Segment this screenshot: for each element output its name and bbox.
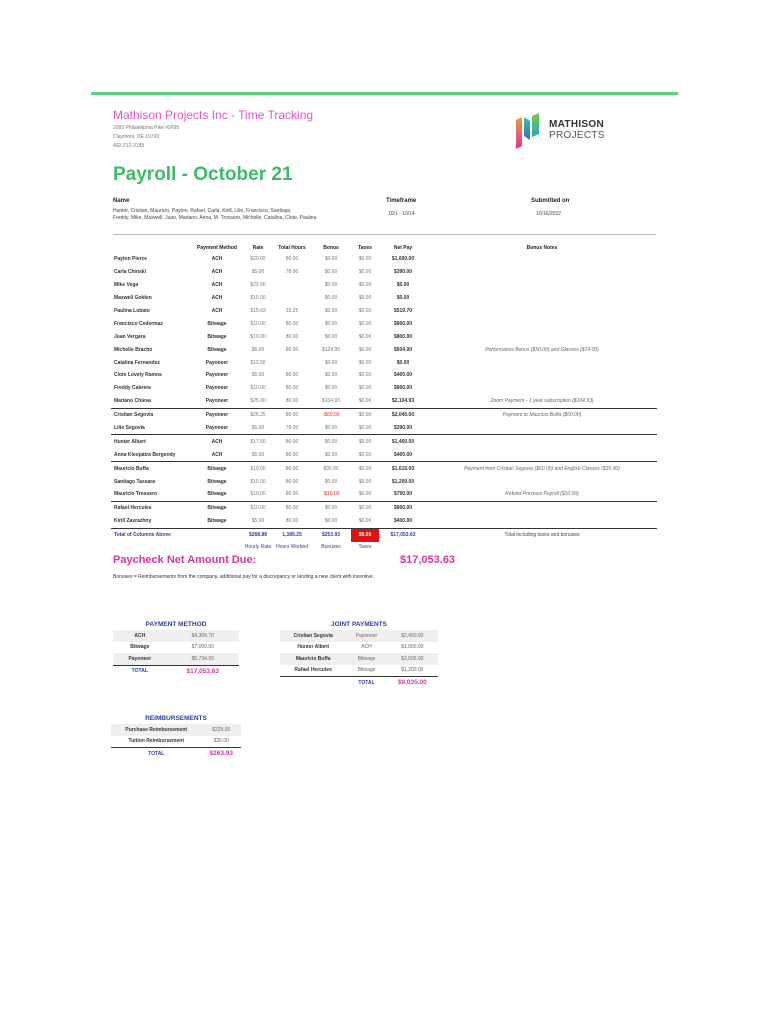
caption-bonus: Bonuses	[321, 544, 341, 551]
employee-name: Michelle Bracho	[114, 346, 153, 353]
taxes: $0.00	[358, 308, 372, 314]
joint-payments-total-row	[280, 677, 438, 689]
total-hours: 80.00	[273, 435, 311, 448]
total-blank	[280, 677, 346, 689]
total-hours: 80.00	[273, 462, 311, 475]
header-divider	[113, 234, 656, 235]
bonus-notes	[427, 382, 657, 395]
rate: $10.00	[250, 333, 266, 340]
totals-notes: Total including taxes and bonuses	[427, 528, 657, 541]
net-amount-due-value: $17,053.63	[400, 554, 456, 566]
bonus-footnote: Bonuses = Reimbursements from the company, additional pay for a discrepancy or landing a new client with incentive.	[113, 574, 375, 580]
totals-taxes: $0.00	[351, 528, 379, 541]
rate: $20.00	[250, 256, 266, 263]
payment-method: ACH	[211, 295, 223, 302]
rate: $12.50	[250, 359, 266, 366]
rate: $26.25	[243, 408, 273, 421]
summary-row	[280, 653, 438, 665]
payroll-header-row	[111, 242, 657, 253]
names-line: Freddy, Mike, Maxwell, Juan, Mariano, Anna, M. Trossero, Michelle, Catalina, Clote, Paulina	[113, 215, 317, 221]
payment-method: Payoneer	[191, 408, 243, 421]
logo-line-2: PROJECTS	[549, 130, 605, 141]
taxes: $0.00	[358, 398, 372, 405]
bonus: $0.00	[324, 359, 338, 366]
bonus-notes	[427, 305, 657, 318]
rate: $19.00	[243, 462, 273, 475]
reimbursements-table	[111, 715, 241, 760]
net-pay: $800.00	[393, 320, 413, 327]
summary-label: Payoneer	[113, 653, 167, 665]
names-label: Name	[113, 198, 130, 204]
summary-label: ACH	[113, 630, 167, 642]
payment-method: ACH	[211, 282, 223, 289]
payroll-row	[111, 279, 657, 292]
taxes: $0.00	[358, 359, 372, 366]
bonus-notes	[427, 292, 657, 305]
bonus: $0.00	[324, 478, 338, 485]
employee-name: Cristian Segovia	[111, 408, 191, 421]
rate: $5.00	[251, 269, 265, 276]
payment-method: Bitwage	[207, 346, 227, 353]
mathison-logo-icon	[514, 112, 544, 152]
payroll-row	[111, 317, 657, 330]
total-label: TOTAL	[113, 665, 167, 677]
summary-row	[113, 630, 239, 642]
payroll-row	[111, 462, 657, 475]
payroll-row	[111, 356, 657, 369]
taxes: $0.00	[358, 478, 372, 485]
net-pay: $0.00	[396, 359, 410, 366]
company-address	[113, 124, 179, 151]
summary-row	[111, 736, 241, 748]
employee-name: Freddy Cabrera	[114, 385, 151, 392]
bonus: -$10.00	[322, 491, 340, 498]
total-hours	[273, 292, 311, 305]
net-pay: $400.00	[393, 451, 413, 458]
caption-hours: Hours Worked	[276, 544, 308, 551]
total-amount: $17,053.63	[167, 665, 239, 677]
summary-amount: $5,734.93	[167, 653, 239, 665]
summary-amount: $228.93	[202, 724, 241, 736]
total-hours	[273, 356, 311, 369]
payroll-body	[111, 253, 657, 528]
summary-label: Tuition Reimbursement	[128, 738, 184, 745]
summary-amount: $1,200.00	[401, 667, 424, 674]
taxes: $0.00	[358, 385, 372, 392]
taxes: $0.00	[358, 333, 372, 340]
bonus: $104.93	[321, 398, 341, 405]
bonus-notes	[427, 435, 657, 448]
rate: $5.00	[251, 518, 265, 525]
payment-method: Bitwage	[191, 501, 243, 514]
bonus: $0.00	[324, 372, 338, 379]
company-heading: Mathison Projects Inc - Time Tracking	[113, 108, 314, 122]
taxes: $0.00	[358, 269, 372, 276]
joint-payments-table	[280, 621, 438, 689]
total-hours: 80.00	[285, 478, 299, 485]
bonus: $0.00	[324, 269, 338, 276]
payroll-table	[111, 242, 657, 553]
summary-row	[280, 665, 438, 677]
total-hours: 80.00	[285, 320, 299, 327]
caption-blank	[111, 542, 191, 553]
payroll-row	[111, 408, 657, 421]
top-accent-bar	[91, 92, 678, 95]
caption-rate: Hourly Rate	[244, 544, 272, 551]
net-pay: $2,104.93	[391, 398, 415, 405]
bonus: $0.00	[324, 256, 338, 263]
bonus: -$60.00	[311, 408, 351, 421]
summary-name: Mauricio Buffa	[280, 653, 346, 665]
bonus: $0.00	[324, 320, 338, 327]
page-title: Payroll - October 21	[113, 164, 293, 185]
total-hours: 78.00	[285, 425, 299, 432]
address-line: Claymont, DE 19703	[113, 134, 160, 140]
payment-method: ACH	[211, 256, 223, 263]
bonus-notes: Performance Bonus ($50.00) and Glasses ($74.00)	[485, 346, 599, 353]
summary-row	[280, 642, 438, 654]
employee-name: Anna Kleopátra Bergendy	[114, 451, 176, 458]
net-pay: $519.70	[393, 308, 413, 314]
submitted-label: Submitted on	[531, 198, 570, 204]
col-header: Bonus	[323, 244, 339, 251]
bonus: $0.00	[324, 282, 338, 289]
bonus-notes	[427, 422, 657, 435]
bonus: $0.00	[324, 333, 338, 340]
bonus: $0.00	[324, 451, 338, 458]
rate: $22.00	[250, 282, 266, 289]
employee-name: Santiago Tassara	[114, 478, 156, 485]
bonus-notes	[427, 356, 657, 369]
totals-label: Total of Columns Above	[111, 528, 191, 541]
payment-method: Payoneer	[205, 372, 229, 379]
payroll-row	[111, 305, 657, 318]
col-header: Rate	[252, 244, 264, 251]
bonus-notes: Payment from Cristian Segovia ($60.00) and English Classes ($35.00)	[427, 462, 657, 475]
timeframe-label: Timeframe	[386, 198, 417, 204]
total-hours: 80.00	[285, 346, 299, 353]
employee-name: Maxwell Golden	[114, 295, 152, 302]
summary-label: Purchase Reimbursement	[111, 724, 202, 736]
taxes: $0.00	[358, 491, 372, 498]
payroll-row	[111, 266, 657, 279]
payment-method: Bitwage	[207, 491, 227, 498]
taxes: $0.00	[358, 518, 372, 525]
payment-method: ACH	[211, 269, 223, 276]
rate: $17.50	[243, 435, 273, 448]
payroll-row	[111, 395, 657, 408]
submitted-value: 10/16/2022	[536, 211, 562, 217]
summary-name: Rafael Hercules	[294, 667, 332, 674]
payment-method: Payoneer	[205, 359, 229, 366]
payment-method: Payoneer	[205, 398, 229, 405]
rate: $10.00	[250, 320, 266, 327]
logo-line-1: MATHISON	[549, 119, 604, 130]
bonus-notes	[427, 369, 657, 382]
taxes: $0.00	[358, 451, 372, 458]
net-pay: $800.00	[379, 501, 427, 514]
net-pay: $1,200.00	[391, 478, 415, 485]
totals-row	[111, 528, 657, 541]
payroll-row	[111, 475, 657, 488]
total-label: TOTAL	[111, 748, 202, 760]
summary-amount: $7,009.00	[191, 644, 214, 651]
payment-method: Payoneer	[205, 385, 229, 392]
payment-method: Bitwage	[207, 333, 227, 340]
reimbursements-title: REIMBURSEMENTS	[145, 715, 207, 722]
bonus-notes	[427, 448, 657, 461]
taxes: $0.00	[351, 408, 379, 421]
totals-bonus: $253.93	[311, 528, 351, 541]
bonus-notes: Refund Previous Payroll ($10.00)	[505, 491, 579, 498]
net-pay: $790.00	[393, 491, 413, 498]
rate: $6.00	[251, 346, 265, 353]
summary-method: Bitwage	[357, 667, 376, 674]
employee-name: Hunter Albert	[111, 435, 191, 448]
total-hours: 80.00	[285, 385, 299, 392]
employee-name: Clote Lovely Ramos	[114, 372, 162, 379]
caption-blank	[379, 542, 427, 553]
company-logo	[514, 112, 624, 152]
bonus-notes	[427, 266, 657, 279]
rate: $10.00	[250, 491, 266, 498]
names-list	[113, 208, 316, 222]
employee-name: Mike Vega	[114, 282, 139, 289]
bonus-notes	[427, 515, 657, 528]
payroll-row	[111, 369, 657, 382]
payroll-row	[111, 343, 657, 356]
taxes: $0.00	[351, 435, 379, 448]
net-pay: $800.00	[393, 333, 413, 340]
bonus: $0.00	[324, 308, 338, 314]
employee-name: Kirill Zavrazhny	[114, 518, 152, 525]
bonus-notes	[427, 501, 657, 514]
joint-payments-title: JOINT PAYMENTS	[331, 621, 387, 628]
employee-name: Paulina Lobato	[114, 308, 150, 314]
payroll-row	[111, 292, 657, 305]
net-pay: $1,600.00	[391, 256, 415, 263]
net-amount-due-label: Paycheck Net Amount Due:	[113, 554, 257, 566]
payment-method: Bitwage	[207, 320, 227, 327]
bonus-notes	[427, 330, 657, 343]
bonus: $0.00	[324, 518, 338, 525]
net-pay: $400.00	[393, 518, 413, 525]
bonus: $0.00	[324, 295, 338, 302]
rate: $15.00	[250, 295, 266, 302]
col-header: Total Hours	[278, 244, 306, 251]
totals-rate: $268.88	[243, 528, 273, 541]
net-pay: $604.00	[393, 346, 413, 353]
total-hours: 78.00	[285, 269, 299, 276]
payroll-row	[111, 488, 657, 501]
employee-name: Juan Vergara	[114, 333, 146, 340]
total-hours: 33.25	[285, 308, 299, 314]
bonus: $0.00	[311, 435, 351, 448]
employee-name: Carla Chinski	[114, 269, 146, 276]
net-pay: $1,400.00	[379, 435, 427, 448]
summary-method: Bitwage	[346, 653, 386, 665]
rate: $15.63	[250, 308, 266, 314]
caption-taxes: Taxes	[358, 544, 372, 551]
total-hours: 80.00	[273, 408, 311, 421]
payroll-row	[111, 501, 657, 514]
summary-amount: $35.00	[213, 738, 229, 745]
bonus: $124.00	[321, 346, 341, 353]
rate: $5.00	[251, 451, 265, 458]
total-amount: $263.93	[202, 748, 241, 760]
net-pay: $0.00	[396, 295, 410, 302]
payment-method: Bitwage	[207, 518, 227, 525]
col-header: Payment Method	[196, 244, 237, 251]
rate: $10.00	[243, 501, 273, 514]
total-hours: 80.00	[285, 256, 299, 263]
payment-method: ACH	[211, 451, 223, 458]
total-hours: 80.00	[285, 333, 299, 340]
col-header: Taxes	[358, 244, 372, 251]
payment-method: ACH	[191, 435, 243, 448]
payment-method: Payoneer	[205, 425, 229, 432]
address-line: 2093 Philadelphia Pike #9695	[113, 125, 180, 131]
logo-wordmark	[549, 119, 605, 141]
names-line: Hunter, Cristian, Mauricio, Payton, Rafael, Carla, Kirill, Lilio, Francisco, Santiago,	[113, 208, 292, 214]
summary-row	[111, 724, 241, 736]
payroll-row	[111, 422, 657, 435]
summary-name: Cristian Segovia	[280, 630, 346, 642]
taxes: $0.00	[351, 462, 379, 475]
bonus: $0.00	[324, 385, 338, 392]
taxes: $0.00	[358, 320, 372, 327]
taxes: $0.00	[358, 425, 372, 432]
payment-method-table	[113, 621, 239, 677]
employee-name: Mariano Chiesa	[114, 398, 151, 405]
rate: $5.00	[251, 372, 265, 379]
employee-name: Mauricio Buffa	[111, 462, 191, 475]
employee-name: Rafael Hercules	[111, 501, 191, 514]
payment-method: ACH	[211, 308, 223, 314]
payment-method-title: PAYMENT METHOD	[145, 621, 207, 628]
net-pay: $800.00	[393, 385, 413, 392]
net-pay: $1,615.00	[379, 462, 427, 475]
totals-blank	[191, 528, 243, 541]
bonus: $0.00	[311, 501, 351, 514]
employee-name: Catalina Fernandez	[114, 359, 160, 366]
taxes: $0.00	[351, 501, 379, 514]
col-header: Bonus Notes	[526, 244, 558, 251]
taxes: $0.00	[358, 346, 372, 353]
total-label: TOTAL	[346, 677, 386, 689]
bonus-notes: Payment to Mauricio Buffa ($60.00)	[427, 408, 657, 421]
net-pay: $2,040.00	[379, 408, 427, 421]
employee-name: Lilio Segovia	[114, 425, 145, 432]
employee-name: Payton Pierce	[114, 256, 148, 263]
caption-blank	[191, 542, 243, 553]
summary-amount: $2,430.00	[387, 630, 438, 642]
total-hours: 80.00	[285, 451, 299, 458]
totals-net: $17,053.63	[379, 528, 427, 541]
rate: $5.00	[251, 425, 265, 432]
timeframe-value: 10/1 - 10/14	[388, 211, 415, 217]
taxes: $0.00	[358, 295, 372, 302]
total-hours: 80.00	[285, 372, 299, 379]
payment-method: Bitwage	[191, 462, 243, 475]
caption-blank	[427, 542, 657, 553]
summary-amount: $3,605.00	[387, 653, 438, 665]
payroll-row	[111, 515, 657, 528]
rate: $25.00	[250, 398, 266, 405]
summary-method: Payoneer	[346, 630, 386, 642]
summary-row	[113, 653, 239, 665]
bonus-notes	[427, 279, 657, 292]
taxes: $0.00	[358, 282, 372, 289]
summary-row	[280, 630, 438, 642]
taxes: $0.00	[358, 256, 372, 263]
address-line: 402-212-3189	[113, 143, 145, 149]
total-amount: $9,035.00	[387, 677, 438, 689]
payroll-row	[111, 382, 657, 395]
total-hours: 80.00	[285, 398, 299, 405]
total-hours: 80.00	[285, 518, 299, 525]
payroll-row	[111, 330, 657, 343]
net-pay: $400.00	[393, 372, 413, 379]
employee-name: Francisco Cedermaz	[114, 320, 163, 327]
bonus-notes	[427, 317, 657, 330]
bonus: $95.00	[311, 462, 351, 475]
employee-name: Mauricio Trossero	[114, 491, 158, 498]
payroll-row	[111, 448, 657, 461]
bonus-notes	[427, 475, 657, 488]
bonus-notes: Zoom Payment - 1 year subscription ($104.93)	[490, 398, 594, 405]
summary-name: Hunter Albert	[297, 644, 330, 651]
bonus: $0.00	[324, 425, 338, 432]
reimbursements-total-row	[111, 748, 241, 760]
totals-caption-row	[111, 542, 657, 553]
payroll-row	[111, 253, 657, 266]
payroll-row	[111, 435, 657, 448]
col-header: Net Pay	[393, 244, 413, 251]
summary-label: Bitwage	[130, 644, 150, 651]
net-pay: $390.00	[393, 269, 413, 276]
bonus-notes	[427, 253, 657, 266]
taxes: $0.00	[358, 372, 372, 379]
summary-amount: $4,309.70	[167, 630, 239, 642]
summary-method: ACH	[361, 644, 372, 651]
col-header	[111, 242, 191, 253]
total-hours: 80.00	[273, 501, 311, 514]
rate: $10.00	[250, 385, 266, 392]
rate: $15.00	[250, 478, 266, 485]
net-pay: $0.00	[396, 282, 410, 289]
payment-method: Bitwage	[207, 478, 227, 485]
payment-method-total-row	[113, 665, 239, 677]
summary-amount: $1,800.00	[401, 644, 424, 651]
total-hours: 80.00	[285, 491, 299, 498]
total-hours	[273, 279, 311, 292]
summary-row	[113, 642, 239, 654]
net-pay: $390.00	[393, 425, 413, 432]
totals-hours: 1,389.25	[273, 528, 311, 541]
